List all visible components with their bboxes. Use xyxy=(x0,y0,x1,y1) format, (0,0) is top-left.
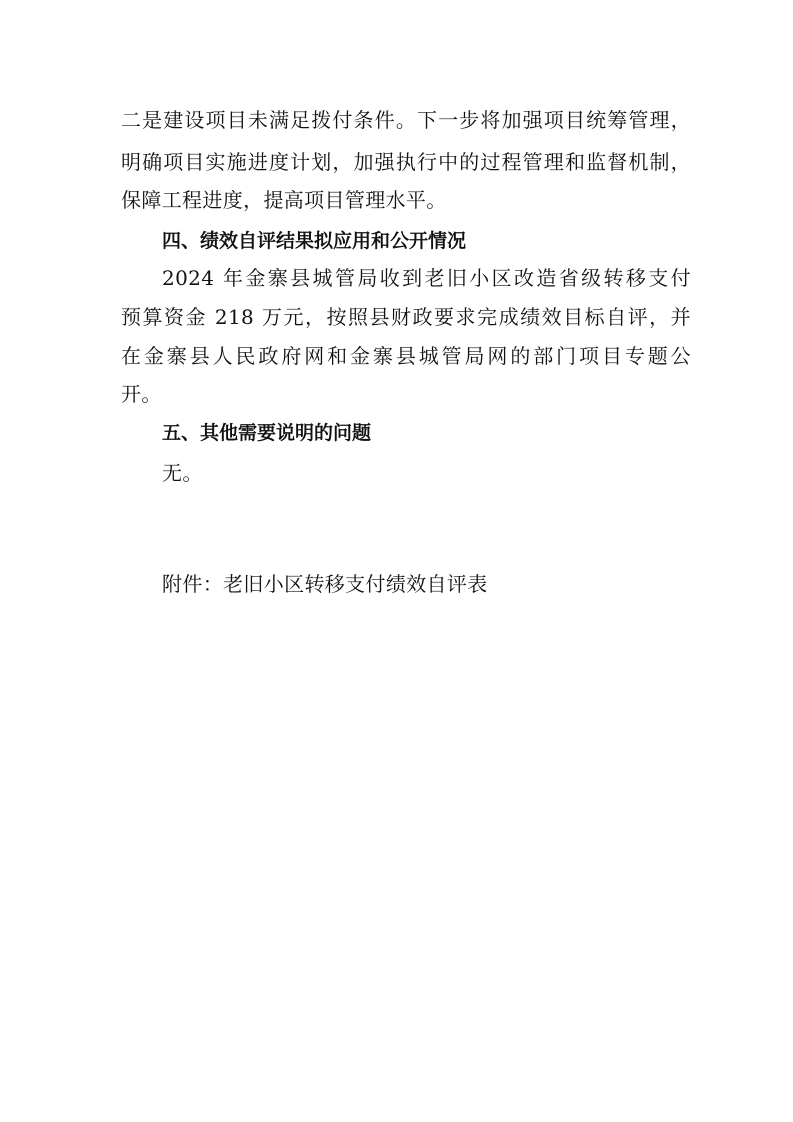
section-5-heading: 五、其他需要说明的问题 xyxy=(162,422,372,444)
attachment-note: 附件：老旧小区转移支付绩效自评表 xyxy=(162,572,488,596)
paragraph-line-2: 明确项目实施进度计划，加强执行中的过程管理和监督机制， xyxy=(121,150,691,174)
section-4-line-1: 2024 年金寨县城管局收到老旧小区改造省级转移支付 xyxy=(162,266,691,290)
section-5-body: 无。 xyxy=(162,461,203,485)
section-4-line-2: 预算资金 218 万元，按照县财政要求完成绩效目标自评，并 xyxy=(121,305,691,329)
paragraph-line-3: 保障工程进度，提高项目管理水平。 xyxy=(121,188,447,212)
paragraph-line-1: 二是建设项目未满足拨付条件。下一步将加强项目统筹管理， xyxy=(121,108,691,132)
section-4-heading: 四、绩效自评结果拟应用和公开情况 xyxy=(162,230,467,252)
section-4-line-3: 在金寨县人民政府网和金寨县城管局网的部门项目专题公 xyxy=(121,344,691,368)
section-4-line-4: 开。 xyxy=(121,382,162,406)
